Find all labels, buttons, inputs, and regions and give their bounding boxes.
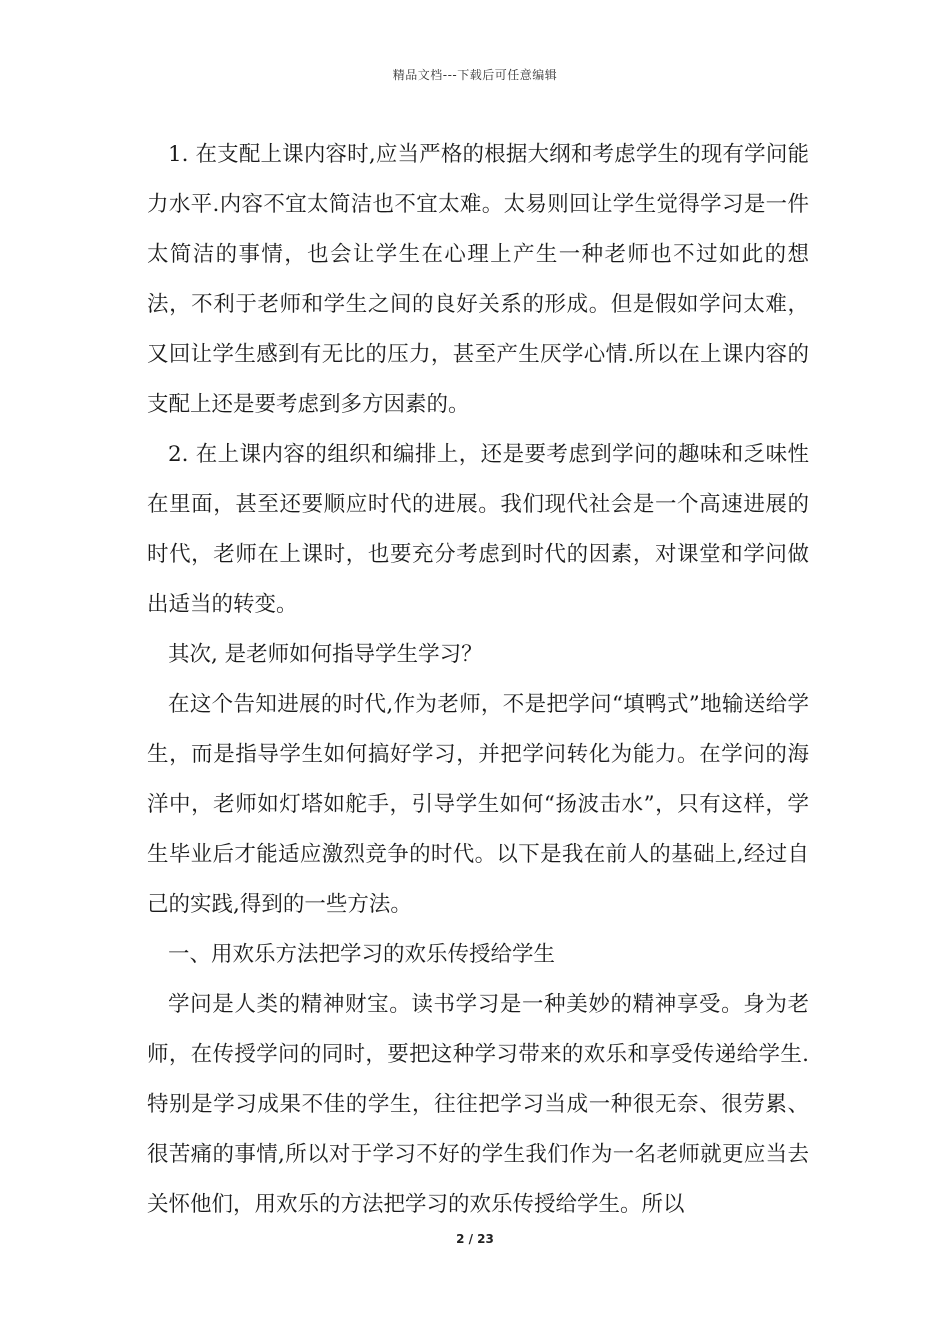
paragraph-1: 1. 在支配上课内容时,应当严格的根据大纲和考虑学生的现有学问能力水平.内容不宜太简洁也不宜太难。太易则回让学生觉得学习是一件太简洁的事情，也会让学生在心理上产生一种老师也不过如此的想法，不利于老师和学生之间的良好关系的形成。但是假如学问太难，又回让学生感到有无比的压力，甚至产生厌学心情.所以在上课内容的支配上还是要考虑到多方因素的。 [147,142,809,417]
page-number: 2 / 23 [456,1232,494,1246]
paragraph-4: 在这个告知进展的时代,作为老师，不是把学问“填鸭式”地输送给学生，而是指导学生如何搞好学习，并把学问转化为能力。在学问的海洋中，老师如灯塔如舵手，引导学生如何“扬波击水”，只有这样，学生毕业后才能适应激烈竞争的时代。以下是我在前人的基础上,经过自己的实践,得到的一些方法。 [147,692,809,917]
paragraph-3: 其次, 是老师如何指导学生学习？ [168,642,483,667]
section-heading: 一、用欢乐方法把学习的欢乐传授给学生 [168,942,556,967]
paragraph-2: 2. 在上课内容的组织和编排上，还是要考虑到学问的趣味和乏味性在里面，甚至还要顺应时代的进展。我们现代社会是一个高速进展的时代，老师在上课时，也要充分考虑到时代的因素，对课堂和学问做出适当的转变。 [147,442,809,617]
body-text [147,130,809,1230]
page-header: 精品文档---下载后可任意编辑 [392,68,558,82]
paragraph-5: 学问是人类的精神财宝。读书学习是一种美妙的精神享受。身为老师，在传授学问的同时，要把这种学习带来的欢乐和享受传递给学生.特别是学习成果不佳的学生，往往把学习当成一种很无奈、很劳累、很苦痛的事情,所以对于学习不好的学生我们作为一名老师就更应当去关怀他们，用欢乐的方法把学习的欢乐传授给学生。所以 [147,992,809,1217]
